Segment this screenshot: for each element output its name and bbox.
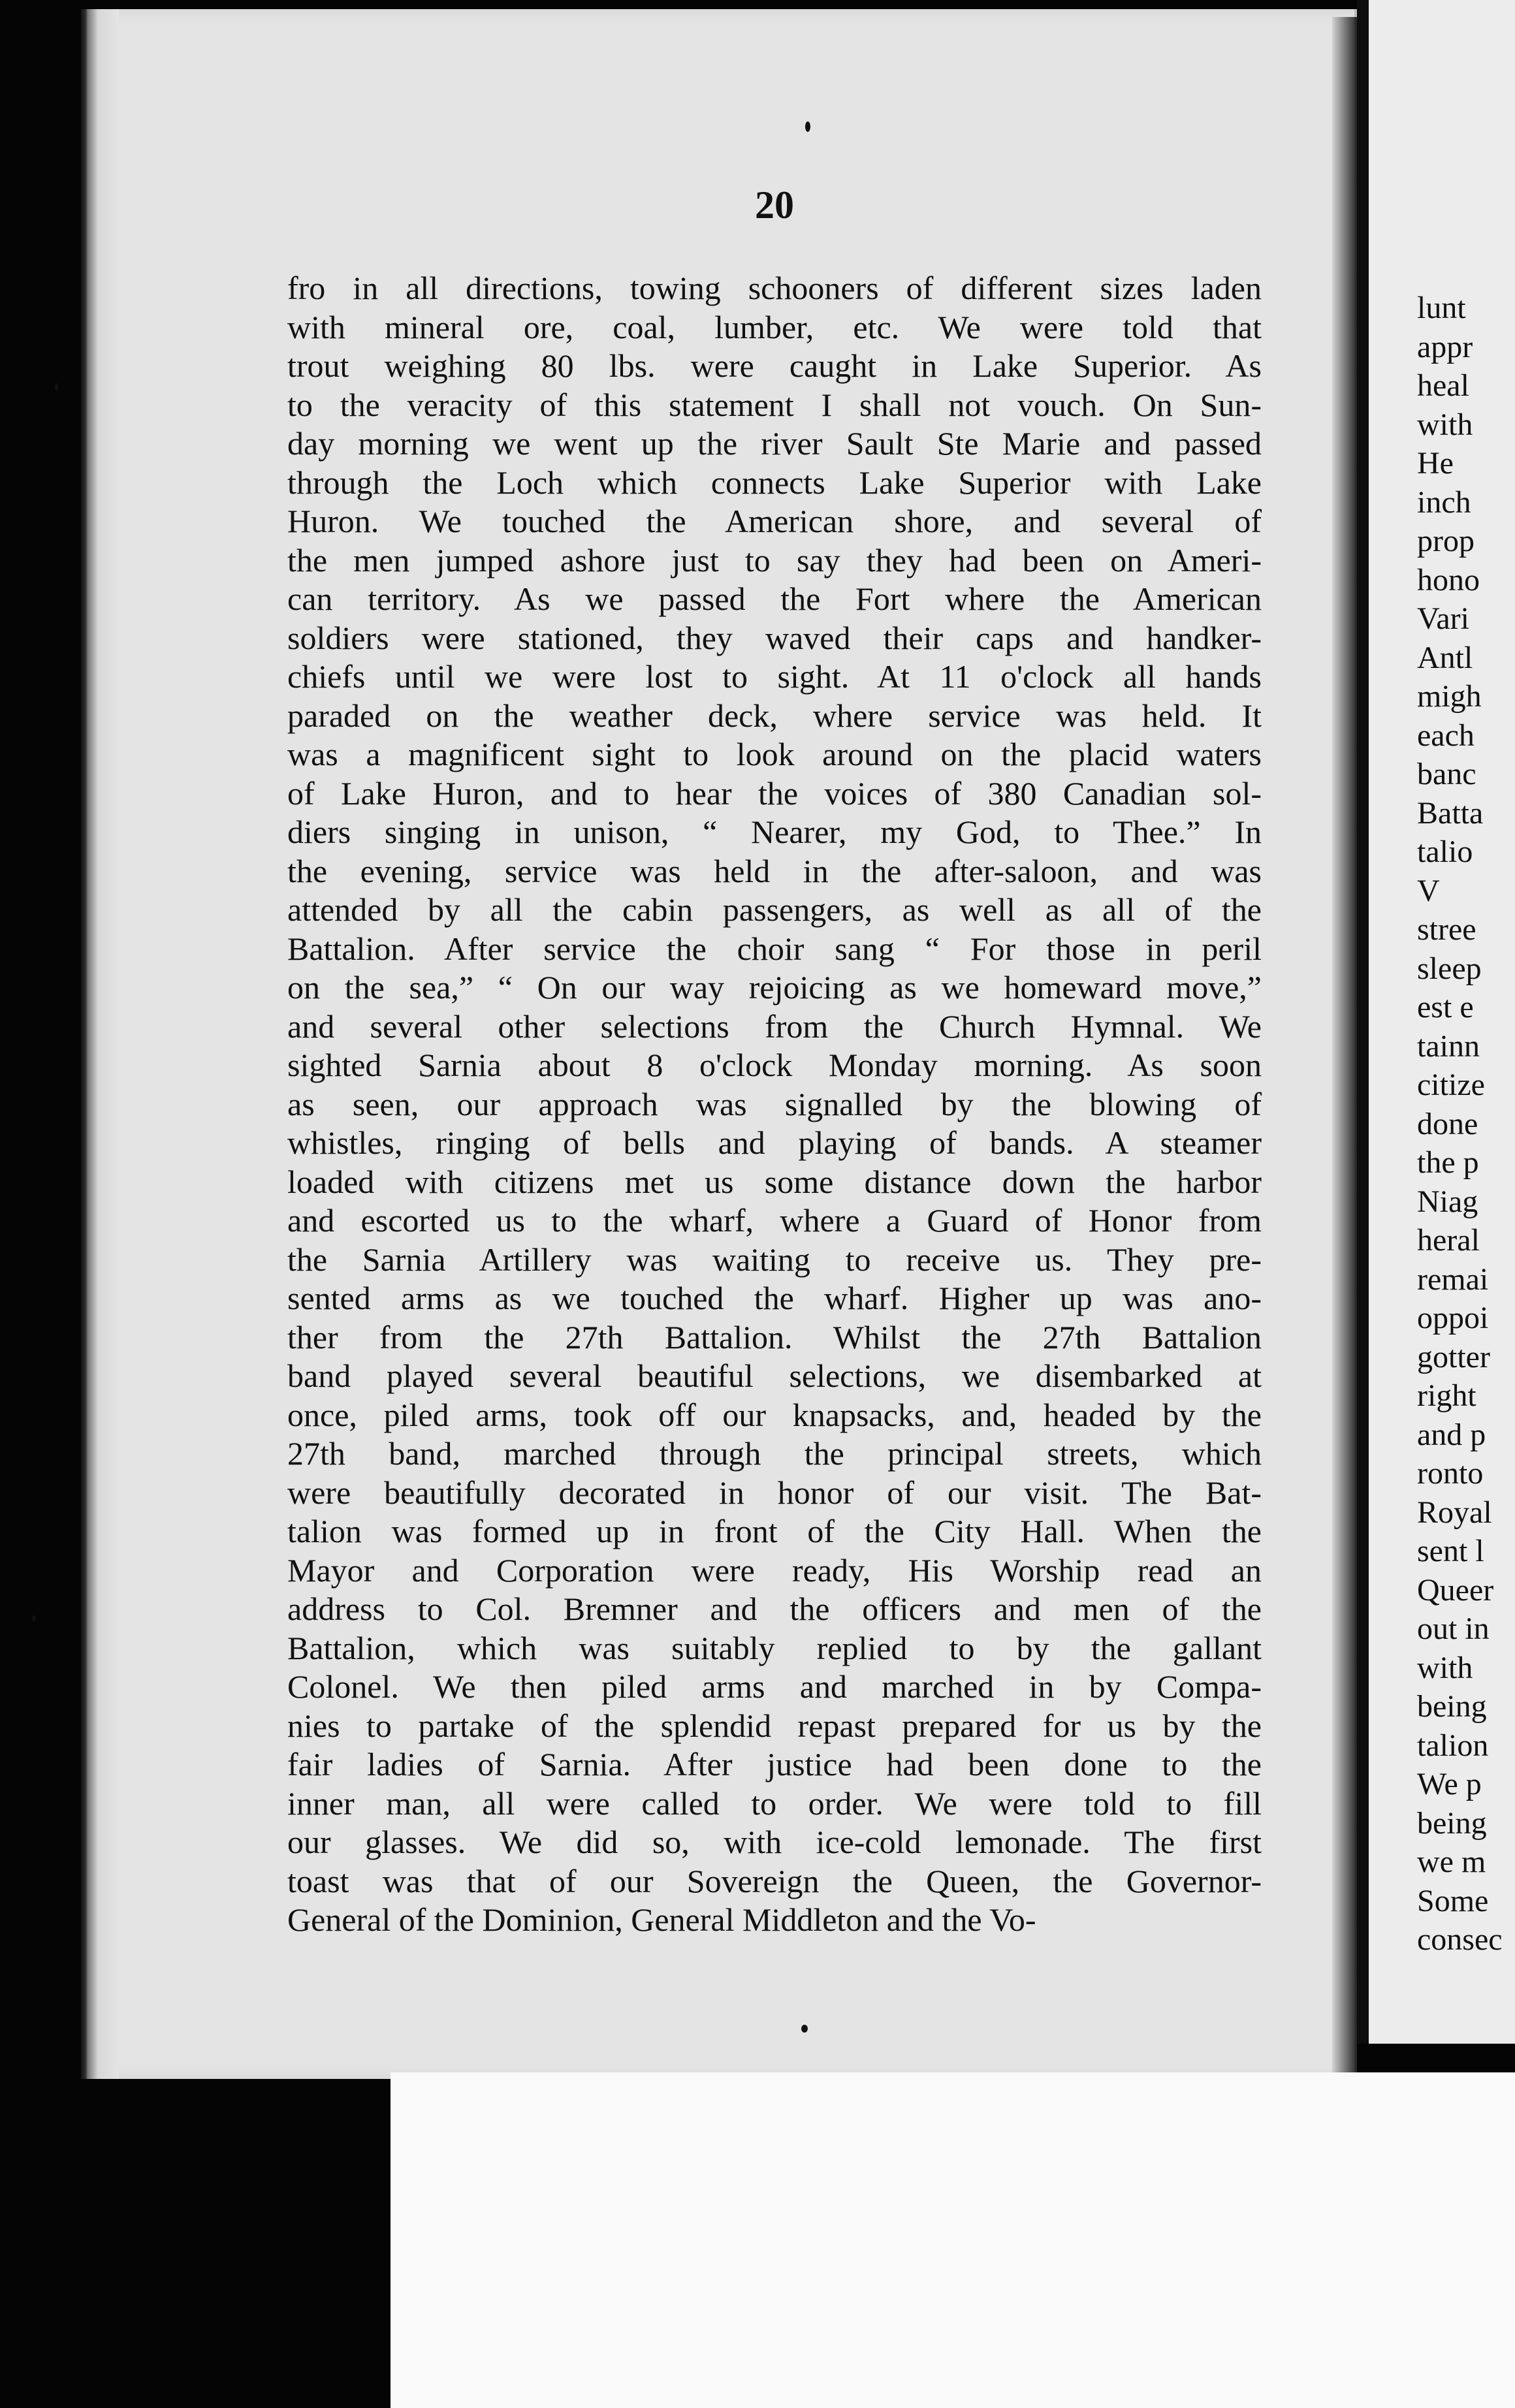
right-page-text-fragment: and p — [1417, 1417, 1486, 1452]
main-text-line: can territory. As we passed the Fort where the American — [287, 580, 1262, 617]
right-page-text-fragment: appr — [1417, 329, 1473, 364]
right-page-text-fragment: prop — [1417, 524, 1475, 558]
right-page-text-fragment: remai — [1417, 1261, 1489, 1297]
right-page-text-fragment: He — [1417, 446, 1454, 481]
right-page-text-fragment: migh — [1417, 679, 1482, 714]
right-page-text-fragment: tainn — [1417, 1028, 1480, 1064]
right-page-text-fragment: Queer — [1417, 1572, 1494, 1608]
right-page-text-fragment: talio — [1417, 834, 1473, 869]
right-page-text-fragment: done — [1417, 1106, 1478, 1141]
right-page-text-fragment: Some — [1417, 1883, 1489, 1918]
main-text-line: talion was formed up in front of the City Hall. When the — [287, 1513, 1262, 1549]
right-page-text-fragment: being — [1417, 1689, 1487, 1724]
main-text-line: of Lake Huron, and to hear the voices of 380 Canadian sol- — [287, 774, 1262, 812]
main-text-line: was a magnificent sight to look around on the placid waters — [287, 736, 1262, 772]
main-text-line: day morning we went up the river Sault Ste Marie and passed — [287, 425, 1262, 462]
main-text-line: trout weighing 80 lbs. were caught in Lake Superior. As — [287, 347, 1262, 384]
right-page-text-fragment: sleep — [1417, 951, 1482, 986]
print-speck — [801, 2025, 808, 2033]
main-text-line: fro in all directions, towing schooners of different sizes laden — [287, 270, 1262, 306]
page-gutter-shadow — [1332, 17, 1357, 2074]
right-page-text-fragment: Batta — [1417, 795, 1484, 831]
right-page-text-fragment: with — [1417, 407, 1473, 442]
main-text-line: inner man, all were called to order. We were told to fill — [287, 1784, 1262, 1822]
print-speck — [805, 121, 810, 132]
margin-mark — [32, 1615, 36, 1622]
main-text-line: ther from the 27th Battalion. Whilst the 27th Battalion — [287, 1318, 1262, 1355]
main-text-line: the men jumped ashore just to say they had been on Ameri- — [287, 541, 1262, 578]
main-text-line: and several other selections from the Church Hymnal. We — [287, 1007, 1262, 1045]
main-text-line: as seen, our approach was signalled by the blowing of — [287, 1085, 1262, 1122]
main-text-line: Colonel. We then piled arms and marched in by Compa- — [287, 1668, 1262, 1705]
main-text-line: the evening, service was held in the after-saloon, and was — [287, 852, 1262, 889]
right-page-text-fragment: hono — [1417, 562, 1480, 597]
right-page-text-fragment: heal — [1417, 368, 1469, 403]
main-text-line: toast was that of our Sovereign the Queen, the Governor- — [287, 1862, 1262, 1899]
right-page-text-fragment: V — [1417, 873, 1440, 908]
main-text-line: through the Loch which connects Lake Superior with Lake — [287, 464, 1262, 501]
main-text-line: 27th band, marched through the principal streets, which — [287, 1435, 1262, 1472]
main-text-line: fair ladies of Sarnia. After justice had been done to the — [287, 1746, 1262, 1782]
right-page-text-fragment: being — [1417, 1805, 1487, 1841]
right-page-text-fragment: citize — [1417, 1068, 1485, 1102]
main-text-line: diers singing in unison, “ Nearer, my God, to Thee.” In — [287, 814, 1262, 850]
main-text-line: band played several beautiful selections, we disembarked at — [287, 1357, 1262, 1394]
main-text-line: and escorted us to the wharf, where a Guard of Honor from — [287, 1202, 1262, 1239]
right-page-text-fragment: ronto — [1417, 1456, 1484, 1491]
right-page-text-fragment: each — [1417, 718, 1475, 753]
right-page-text-fragment: gotter — [1417, 1339, 1490, 1374]
right-page-text-fragment: heral — [1417, 1223, 1480, 1258]
right-page-text-fragment: inch — [1417, 484, 1471, 520]
right-page-text-fragment: talion — [1417, 1728, 1489, 1763]
main-text-line: with mineral ore, coal, lumber, etc. We were told that — [287, 308, 1262, 345]
main-text-line: loaded with citizens met us some distance down the harbor — [287, 1163, 1262, 1200]
main-text-line: the Sarnia Artillery was waiting to receive us. They pre- — [287, 1241, 1262, 1278]
main-text-line: sighted Sarnia about 8 o'clock Monday morning. As soon — [287, 1047, 1262, 1083]
right-page-text-fragment: consec — [1417, 1922, 1503, 1957]
page-number: 20 — [755, 183, 794, 227]
main-text-line: address to Col. Bremner and the officers and men of the — [287, 1591, 1262, 1627]
main-text-block — [287, 269, 1262, 1940]
main-text-line: Mayor and Corporation were ready, His Worship read an — [287, 1551, 1262, 1589]
right-page-text-fragment: oppoi — [1417, 1301, 1489, 1335]
right-page-text-fragment: Vari — [1417, 601, 1469, 636]
right-page-text-fragment: sent l — [1417, 1534, 1484, 1568]
right-page-text-fragment: with — [1417, 1650, 1473, 1685]
right-page-text-fragment: Niag — [1417, 1184, 1478, 1219]
main-text-line: Huron. We touched the American shore, and several of — [287, 503, 1262, 539]
main-text-line: once, piled arms, took off our knapsacks, and, headed by the — [287, 1396, 1262, 1433]
main-text-line: our glasses. We did so, with ice-cold lemonade. The first — [287, 1824, 1262, 1860]
main-text-line: on the sea,” “ On our way rejoicing as we homeward move,” — [287, 969, 1262, 1006]
main-text-line: whistles, ringing of bells and playing of bands. A steamer — [287, 1124, 1262, 1161]
main-text-line: Battalion, which was suitably replied to by the gallant — [287, 1629, 1262, 1666]
right-page-text-fragment: we m — [1417, 1845, 1486, 1879]
right-page-text-fragment: Antl — [1417, 640, 1473, 675]
right-page-text-fragment: out in — [1417, 1611, 1490, 1646]
right-page-text-fragment: stree — [1417, 912, 1476, 947]
right-page-text-fragment: the p — [1417, 1145, 1479, 1180]
right-page-text-fragment: lunt — [1417, 291, 1466, 325]
main-text-line: paraded on the weather deck, where service was held. It — [287, 697, 1262, 734]
main-text-line: nies to partake of the splendid repast prepared for us by the — [287, 1707, 1262, 1744]
main-text-line: Battalion. After service the choir sang “ For those in peril — [287, 930, 1262, 967]
main-text-line: attended by all the cabin passengers, as well as all of the — [287, 891, 1262, 928]
right-page-text-fragment: banc — [1417, 757, 1476, 791]
margin-mark — [55, 383, 58, 391]
right-page-text-fragment: est e — [1417, 990, 1474, 1024]
main-text-line: soldiers were stationed, they waved their caps and handker- — [287, 619, 1262, 656]
main-text-line: sented arms as we touched the wharf. Higher up was ano- — [287, 1280, 1262, 1316]
main-text-line: to the veracity of this statement I shall not vouch. On Sun- — [287, 386, 1262, 423]
main-text-line: chiefs until we were lost to sight. At 11 o'clock all hands — [287, 658, 1262, 695]
right-page-text-fragment: Royal — [1417, 1495, 1492, 1530]
right-page-text-fragment: right — [1417, 1378, 1476, 1413]
main-text-line: were beautifully decorated in honor of our visit. The Bat- — [287, 1474, 1262, 1511]
blank-paper-bottom — [391, 2072, 1515, 2408]
right-page-text-fragment: We p — [1417, 1767, 1482, 1801]
page-binding-edge — [81, 9, 119, 2079]
right-page-text-fragments — [1417, 289, 1503, 1959]
main-text-line: General of the Dominion, General Middleton and the Vo- — [287, 1901, 1036, 1938]
